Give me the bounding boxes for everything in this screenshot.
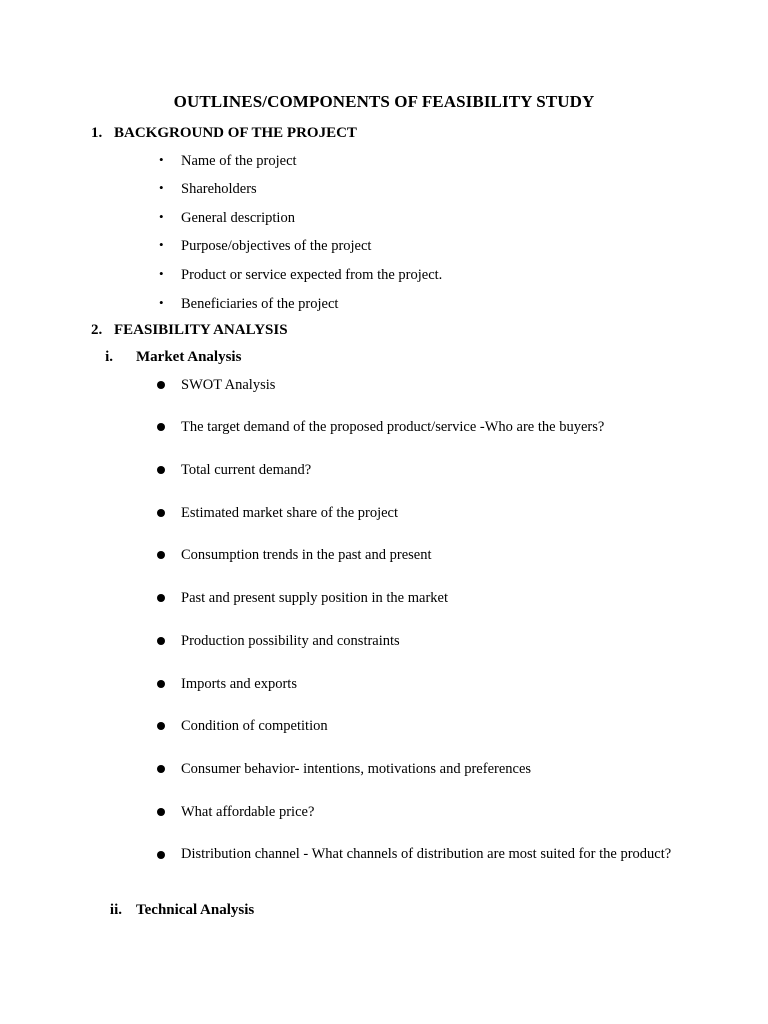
list-item-text: Name of the project xyxy=(181,153,297,169)
list-item-text: SWOT Analysis xyxy=(181,377,276,393)
bullet-icon xyxy=(157,637,165,645)
bullet-icon xyxy=(157,808,165,816)
bullet-icon: • xyxy=(159,295,164,310)
bullet-icon xyxy=(157,466,165,474)
bullet-icon: • xyxy=(159,266,164,281)
subsection-title: Technical Analysis xyxy=(136,902,255,918)
list-item-text: The target demand of the proposed product/service -Who are the buyers? xyxy=(181,419,605,435)
subsection-number: i. xyxy=(105,349,113,365)
bullet-icon xyxy=(157,765,165,773)
list-item-text: Product or service expected from the project. xyxy=(181,267,443,283)
subsection-number: ii. xyxy=(109,902,122,918)
bullet-icon: • xyxy=(159,152,164,167)
section-number: 2. xyxy=(91,322,103,338)
section-title: BACKGROUND OF THE PROJECT xyxy=(114,125,357,141)
list-item-text: General description xyxy=(181,210,295,226)
bullet-icon: • xyxy=(159,180,164,195)
list-item-text: Beneficiaries of the project xyxy=(181,296,339,312)
list-item-text: Estimated market share of the project xyxy=(181,505,399,521)
subsection-title: Market Analysis xyxy=(136,349,242,365)
list-item-text: Production possibility and constraints xyxy=(181,633,400,649)
section-number: 1. xyxy=(91,125,103,141)
bullet-icon xyxy=(157,551,165,559)
bullet-icon: • xyxy=(159,209,164,224)
document-title: OUTLINES/COMPONENTS OF FEASIBILITY STUDY xyxy=(173,92,595,111)
bullet-icon xyxy=(157,851,165,859)
list-item-text: Consumption trends in the past and present xyxy=(181,547,432,563)
list-item-text: Consumer behavior- intentions, motivations and preferences xyxy=(181,761,532,777)
bullet-icon xyxy=(157,381,165,389)
section-title: FEASIBILITY ANALYSIS xyxy=(114,322,288,338)
bullet-icon xyxy=(157,423,165,431)
list-item-text: Condition of competition xyxy=(181,718,328,734)
list-item-text: Past and present supply position in the market xyxy=(181,590,449,606)
list-item-text: Purpose/objectives of the project xyxy=(181,238,372,254)
list-item-text: Total current demand? xyxy=(181,462,312,478)
bullet-icon xyxy=(157,722,165,730)
bullet-icon xyxy=(157,680,165,688)
list-item-text: Distribution channel - What channels of distribution are most suited for the product? xyxy=(181,846,672,862)
bullet-icon xyxy=(157,594,165,602)
list-item-text: Shareholders xyxy=(181,181,257,197)
list-item-text: Imports and exports xyxy=(181,676,297,692)
bullet-icon: • xyxy=(159,237,164,252)
bullet-icon xyxy=(157,509,165,517)
list-item-text: What affordable price? xyxy=(181,804,315,820)
